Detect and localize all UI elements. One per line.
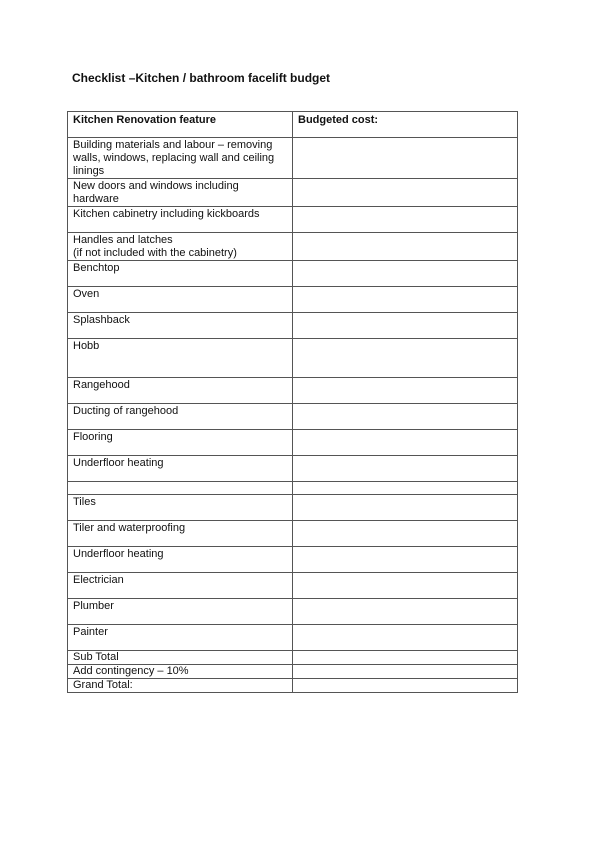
feature-text: Building materials and labour – removing walls, windows, replacing wall and ceiling linings [73, 139, 275, 177]
table-row [68, 547, 518, 573]
table-row [68, 261, 518, 287]
feature-cell [68, 378, 293, 404]
feature-text: Hobb [73, 340, 100, 352]
table-header-row [68, 112, 518, 138]
cost-cell[interactable] [293, 430, 518, 456]
table-row [68, 378, 518, 404]
document-title: Checklist –Kitchen / bathroom facelift budget [72, 71, 331, 85]
feature-cell [68, 547, 293, 573]
table-row [68, 339, 518, 378]
table-row [68, 138, 518, 179]
feature-cell [68, 207, 293, 233]
table-row [68, 287, 518, 313]
feature-cell [68, 599, 293, 625]
cost-cell[interactable] [293, 138, 518, 179]
table-row [68, 456, 518, 482]
feature-text: Oven [73, 288, 100, 300]
cost-cell[interactable] [293, 482, 518, 495]
table-row [68, 482, 518, 495]
contingency-label: Add contingency – 10% [68, 665, 293, 679]
feature-cell [68, 482, 293, 495]
table-row [68, 625, 518, 651]
feature-text: Underfloor heating [73, 457, 164, 469]
table-row [68, 233, 518, 261]
feature-text: Handles and latches (if not included with the cabinetry) [73, 234, 237, 259]
feature-cell [68, 404, 293, 430]
cost-cell[interactable] [293, 378, 518, 404]
table-row [68, 207, 518, 233]
cost-cell[interactable] [293, 521, 518, 547]
subtotal-cost-cell[interactable] [293, 651, 518, 665]
cost-cell[interactable] [293, 313, 518, 339]
header-cost: Budgeted cost: [293, 112, 518, 138]
cost-cell[interactable] [293, 339, 518, 378]
subtotal-label: Sub Total [68, 651, 293, 665]
cost-cell[interactable] [293, 207, 518, 233]
table-row [68, 430, 518, 456]
feature-text: Benchtop [73, 262, 120, 274]
cost-cell[interactable] [293, 547, 518, 573]
feature-cell [68, 456, 293, 482]
feature-cell [68, 233, 293, 261]
table-row [68, 573, 518, 599]
feature-text: Kitchen cabinetry including kickboards [73, 208, 260, 220]
feature-cell [68, 287, 293, 313]
feature-text: Electrician [73, 574, 124, 586]
table-row [68, 404, 518, 430]
cost-cell[interactable] [293, 261, 518, 287]
feature-text: Tiler and waterproofing [73, 522, 186, 534]
cost-cell[interactable] [293, 495, 518, 521]
feature-text: Splashback [73, 314, 130, 326]
feature-cell [68, 521, 293, 547]
feature-text: Underfloor heating [73, 548, 164, 560]
cost-cell[interactable] [293, 573, 518, 599]
feature-text: New doors and windows including hardware [73, 180, 239, 205]
contingency-row [68, 665, 518, 679]
cost-cell[interactable] [293, 625, 518, 651]
feature-cell [68, 339, 293, 378]
feature-cell [68, 138, 293, 179]
budget-table [67, 111, 518, 693]
table-row [68, 313, 518, 339]
feature-text: Tiles [73, 496, 96, 508]
feature-cell [68, 495, 293, 521]
feature-text: Flooring [73, 431, 113, 443]
feature-cell [68, 430, 293, 456]
grand-total-row [68, 679, 518, 693]
cost-cell[interactable] [293, 233, 518, 261]
cost-cell[interactable] [293, 179, 518, 207]
cost-cell[interactable] [293, 456, 518, 482]
feature-text: Plumber [73, 600, 114, 612]
feature-cell [68, 179, 293, 207]
cost-cell[interactable] [293, 599, 518, 625]
feature-cell [68, 261, 293, 287]
grand-total-cost-cell[interactable] [293, 679, 518, 693]
table-row [68, 599, 518, 625]
feature-text: Painter [73, 626, 108, 638]
table-row [68, 495, 518, 521]
cost-cell[interactable] [293, 287, 518, 313]
feature-text: Rangehood [73, 379, 130, 391]
table-row [68, 179, 518, 207]
table-row [68, 521, 518, 547]
grand-total-label: Grand Total: [68, 679, 293, 693]
feature-cell [68, 573, 293, 599]
contingency-cost-cell[interactable] [293, 665, 518, 679]
header-feature: Kitchen Renovation feature [68, 112, 293, 138]
cost-cell[interactable] [293, 404, 518, 430]
subtotal-row [68, 651, 518, 665]
feature-text: Ducting of rangehood [73, 405, 179, 417]
feature-cell [68, 313, 293, 339]
feature-cell [68, 625, 293, 651]
